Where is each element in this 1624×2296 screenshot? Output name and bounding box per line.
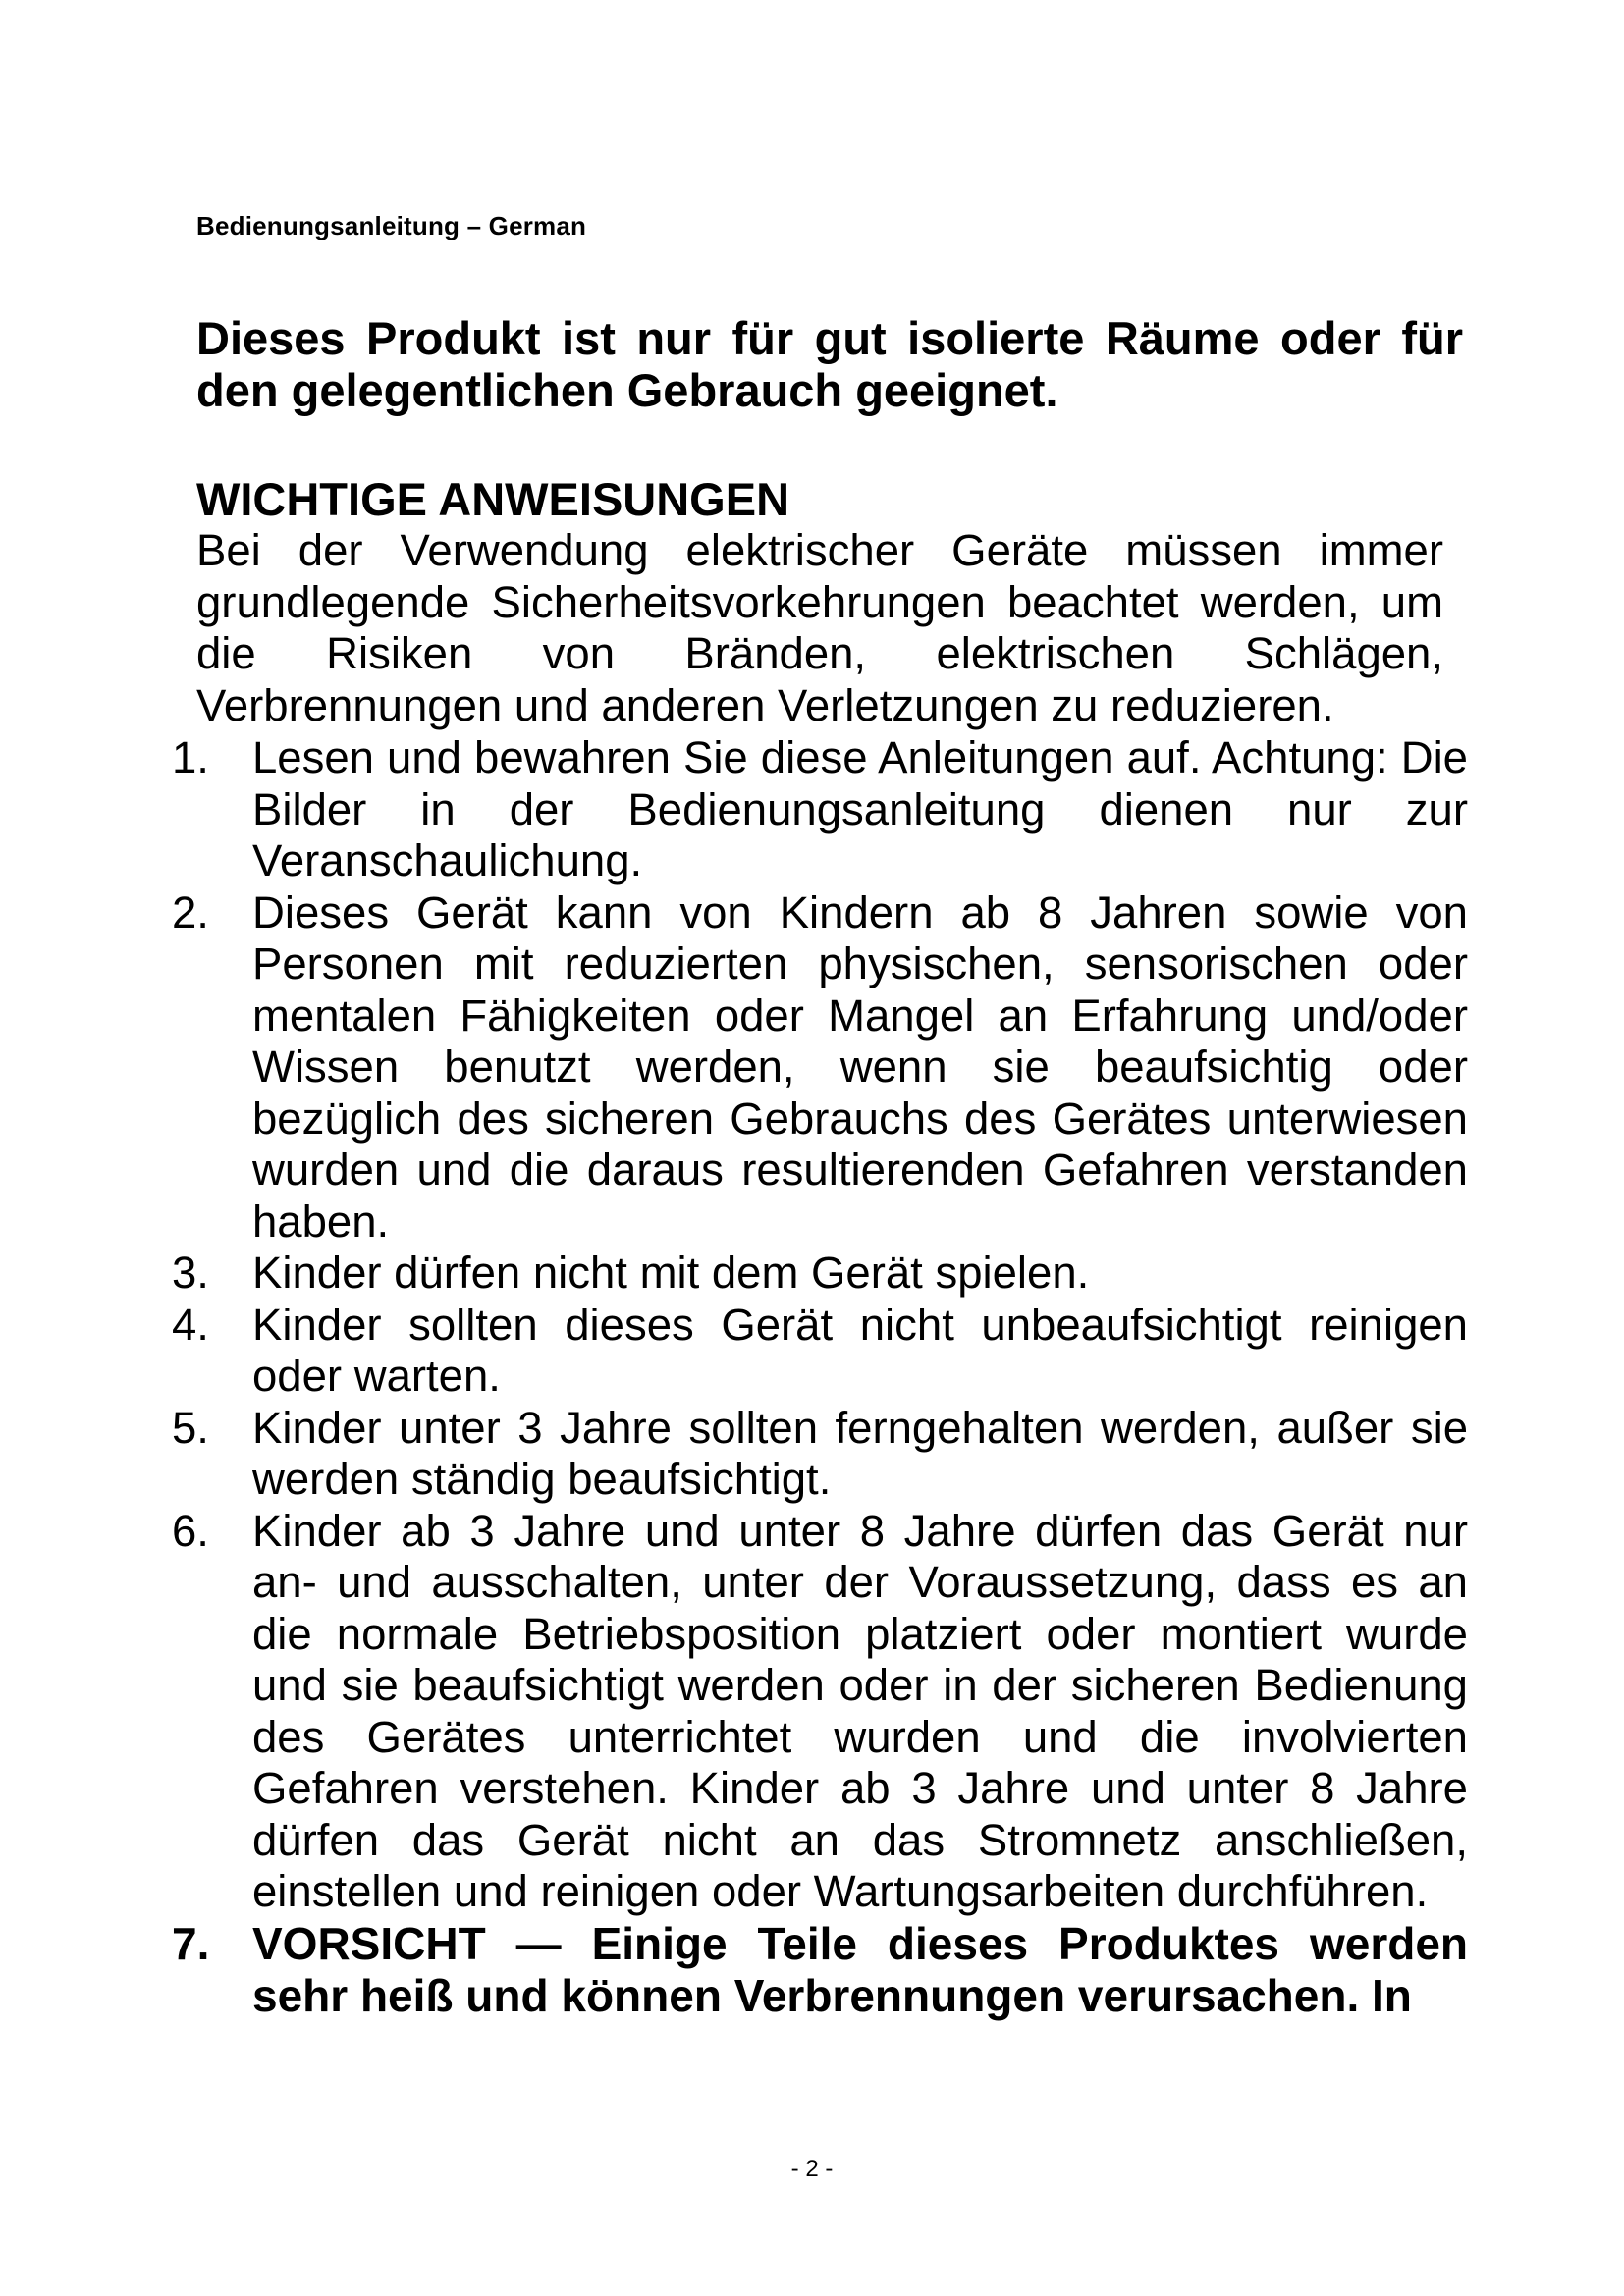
- instruction-text: Lesen und bewahren Sie diese Anleitungen auf. Achtung: Die Bilder in der Bedienungsanleitung dienen nur zur Veranschaulichung.: [252, 732, 1468, 885]
- section-paragraph: Bei der Verwendung elektrischer Geräte müssen immer grundlegende Sicherheitsvorkehrungen beachtet werden, um die Risiken von Bränden, elektrischen Schlägen, Verbrennungen und anderen Verletzungen zu reduzieren.: [196, 525, 1443, 730]
- instruction-item-6: [172, 1506, 1468, 1918]
- instruction-item-5: [172, 1403, 1468, 1506]
- instruction-number: 7.: [172, 1917, 210, 1969]
- running-header: Bedienungsanleitung – German: [196, 211, 587, 240]
- instruction-text: Kinder sollten dieses Gerät nicht unbeaufsichtigt reinigen oder warten.: [252, 1299, 1468, 1401]
- instruction-item-2: [172, 887, 1468, 1249]
- page-number: - 2 -: [790, 2156, 834, 2182]
- instruction-text: VORSICHT — Einige Teile dieses Produktes werden sehr heiß und können Verbrennungen verursachen. In: [252, 1917, 1468, 2021]
- instruction-text: Kinder unter 3 Jahre sollten ferngehalten werden, außer sie werden ständig beaufsichtigt.: [252, 1402, 1468, 1504]
- intro-notice: Dieses Produkt ist nur für gut isolierte Räume oder für den gelegentlichen Gebrauch geeignet.: [196, 312, 1463, 416]
- instruction-text: Dieses Gerät kann von Kindern ab 8 Jahren sowie von Personen mit reduzierten physischen, sensorischen oder mentalen Fähigkeiten oder Mangel an Erfahrung und/oder Wissen benutzt werden, wenn sie beaufsichtig oder bezüglich des sicheren Gebrauchs des Gerätes unterwiesen wurden und die daraus resultierenden Gefahren verstanden haben.: [252, 886, 1468, 1247]
- instruction-item-4: [172, 1300, 1468, 1403]
- instruction-number: 4.: [172, 1299, 209, 1350]
- instruction-item-3: [172, 1248, 1468, 1300]
- instruction-list: [172, 732, 1468, 2022]
- instruction-number: 3.: [172, 1248, 209, 1298]
- instruction-text: Kinder dürfen nicht mit dem Gerät spielen.: [252, 1248, 1090, 1298]
- instruction-item-7-warning: [172, 1918, 1468, 2022]
- instruction-number: 1.: [172, 732, 209, 782]
- instruction-number: 6.: [172, 1505, 209, 1556]
- section-heading: WICHTIGE ANWEISUNGEN: [196, 473, 790, 525]
- instruction-number: 2.: [172, 886, 209, 937]
- instruction-item-1: [172, 732, 1468, 887]
- instruction-number: 5.: [172, 1402, 209, 1453]
- instruction-text: Kinder ab 3 Jahre und unter 8 Jahre dürfen das Gerät nur an- und ausschalten, unter der Voraussetzung, dass es an die normale Betriebsposition platziert oder montiert wurde und sie beaufsichtigt werden oder in der sicheren Bedienung des Gerätes unterrichtet wurden und die involvierten Gefahren verstehen. Kinder ab 3 Jahre und unter 8 Jahre dürfen das Gerät nicht an das Stromnetz anschließen, einstellen und reinigen oder Wartungsarbeiten durchführen.: [252, 1505, 1468, 1916]
